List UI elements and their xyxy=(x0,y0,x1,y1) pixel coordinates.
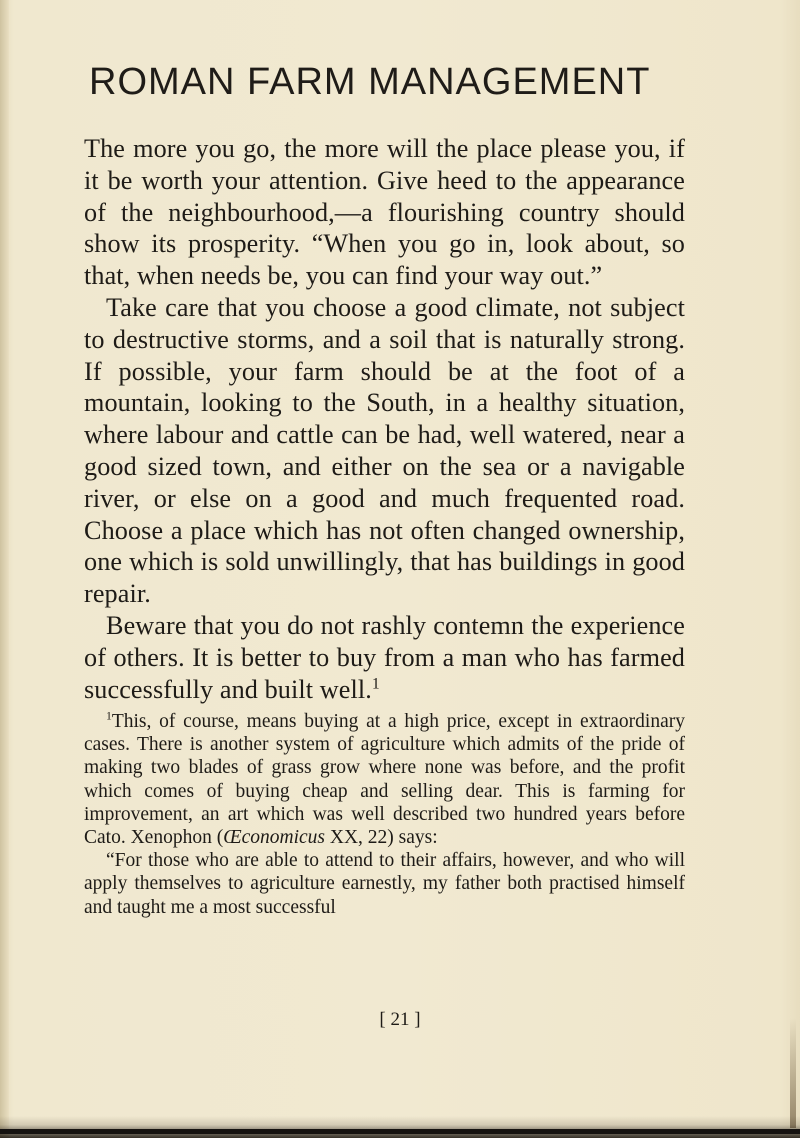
footnote-text-after: XX, 22) says: xyxy=(325,827,438,849)
footnote-paragraph xyxy=(84,710,685,849)
page-gutter-shadow xyxy=(0,0,9,1138)
page-number: [ 21 ] xyxy=(379,1009,421,1030)
footnote-italic-title: Œconomicus xyxy=(223,827,325,849)
footnote-marker: 1 xyxy=(106,709,112,723)
footnote-reference: 1 xyxy=(371,674,380,692)
running-head: ROMAN FARM MANAGEMENT xyxy=(89,61,651,103)
paragraph-3 xyxy=(84,610,685,705)
footnote xyxy=(84,710,685,919)
page-bottom-edge xyxy=(0,1129,800,1134)
footnote-quote: “For those who are able to attend to their affairs, however, and who will apply themselves to agriculture earnestly, my father both practised himself and taught me a most successful xyxy=(84,850,685,918)
footnote-text-before: This, of course, means buying at a high price, except in extraordinary cases. There is another system of agriculture which admits of the pride of making two blades of grass grow where none was before, and the profit which comes of buying cheap and selling dear. This is farming for improvement, an art which was well described two hundred years before Cato. Xenophon ( xyxy=(84,711,685,849)
page-edge-stain xyxy=(790,1018,796,1128)
paragraph-3-text: Beware that you do not rashly contemn the experience of others. It is better to buy from a man who has farmed successfully and built well. xyxy=(84,610,685,704)
main-text xyxy=(84,133,685,705)
page-bottom-shadow xyxy=(0,1116,800,1138)
paragraph-1: The more you go, the more will the place please you, if it be worth your attention. Give heed to the appearance of the neighbourhood,—a flourishing country should show its prosperity. “When you go in, look about, so that, when needs be, you can find your way out.” xyxy=(84,134,685,291)
paragraph-2: Take care that you choose a good climate, not subject to destructive storms, and a soil that is naturally strong. If possible, your farm should be at the foot of a mountain, looking to the South, in a healthy situation, where labour and cattle can be had, well watered, near a good sized town, and either on the sea or a navigable river, or else on a good and much frequented road. Choose a place which has not often changed ownership, one which is sold unwillingly, that has buildings in good repair. xyxy=(84,292,685,609)
